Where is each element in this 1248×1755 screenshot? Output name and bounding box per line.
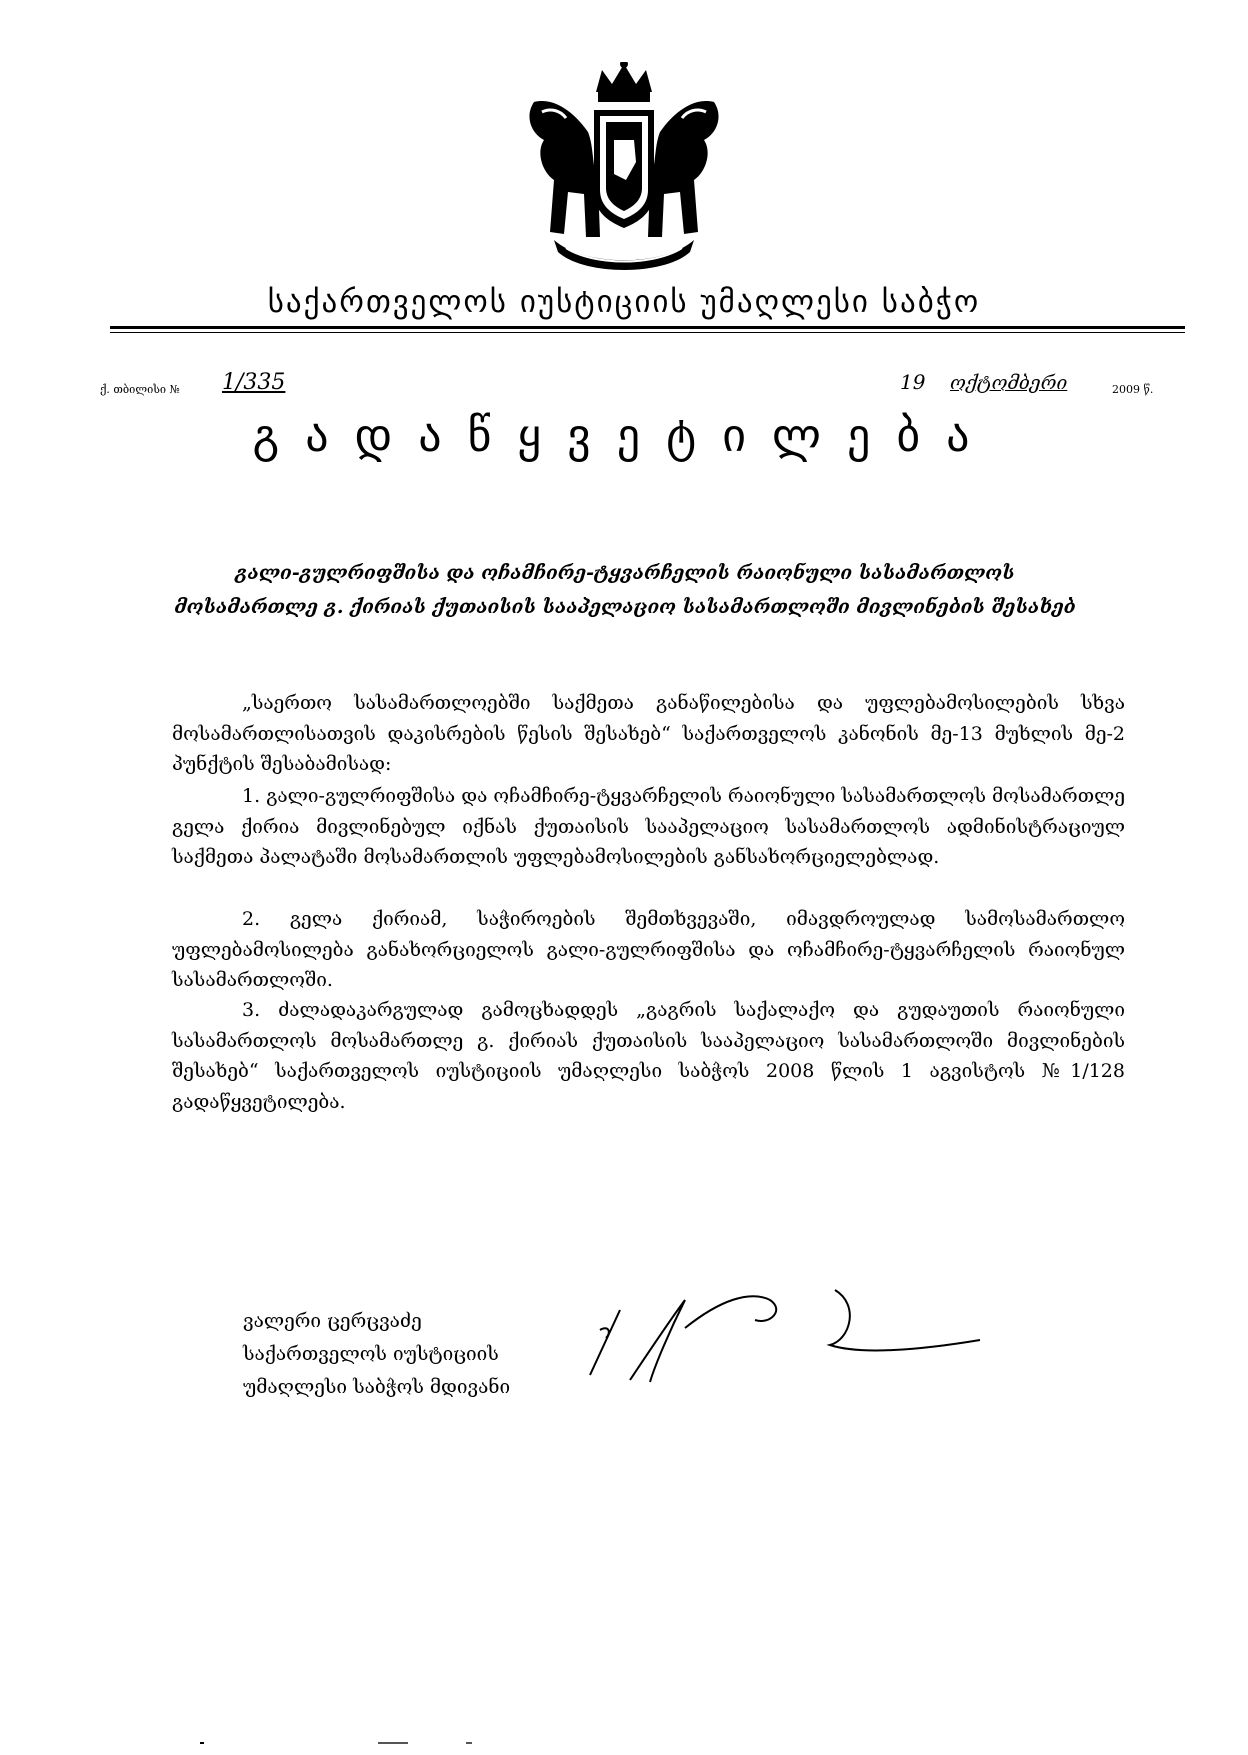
date-month: ოქტომბერი <box>950 372 1068 394</box>
decision-item-text: 2. გელა ქირიამ, საჭიროების შემთხვევაში, იმავდროულად სამოსამართლო უფლებამოსილება განახორციელოს გალი-გულრიფშისა და ოჩამჩირე-ტყვარჩელის რაიონულ სასამართლოში. <box>172 908 1125 991</box>
date-year: 2009 წ. <box>1112 383 1154 396</box>
intro-paragraph <box>172 688 1125 780</box>
signatory-position: უმაღლესი საბჭოს მდივანი <box>243 1376 511 1398</box>
organization-title: საქართველოს იუსტიციის უმაღლესი საბჭო <box>267 284 981 320</box>
decision-item-text: 3. ძალადაკარგულად გამოცხადდეს „გაგრის საქალაქო და გუდაუთის რაიონული სასამართლოს მოსამართლე გ. ქირიას ქუთაისის სააპელაციო სასამართლოში მივლინების შესახებ“ საქართველოს იუსტიციის უმაღლესი საბჭოს 2008 წლის 1 აგვისტოს №1/128 გადაწყვეტილება. <box>172 999 1125 1113</box>
decision-item <box>172 781 1125 873</box>
header-rule-thin <box>110 332 1185 333</box>
document-number-label: ქ. თბილისი № <box>100 383 180 396</box>
document-type-title: გადაწყვეტილება <box>252 408 996 462</box>
intro-text: „საერთო სასამართლოებში საქმეთა განაწილებისა და უფლებამოსილების სხვა მოსამართლისათვის დაკისრების წესის შესახებ“ საქართველოს კანონის მე-13 მუხლის მე-2 პუნქტის შესაბამისად: <box>172 692 1125 775</box>
header-rule-thick <box>110 326 1185 329</box>
signatory-position: საქართველოს იუსტიციის <box>243 1343 499 1365</box>
signatory-name: ვალერი ცერცვაძე <box>243 1310 422 1332</box>
date-day: 19 <box>900 370 926 394</box>
subject-line: გალი-გულრიფშისა და ოჩამჩირე-ტყვარჩელის რაიონული სასამართლოს <box>235 562 1015 584</box>
decision-item <box>172 904 1125 996</box>
document-number: 1/335 <box>222 370 286 395</box>
scan-artifact <box>200 1740 500 1746</box>
subject-line: მოსამართლე გ. ქირიას ქუთაისის სააპელაციო სასამართლოში მივლინების შესახებ <box>174 596 1076 618</box>
decision-item <box>172 995 1125 1117</box>
coat-of-arms-icon <box>514 62 734 272</box>
decision-item-text: 1. გალი-გულრიფშისა და ოჩამჩირე-ტყვარჩელის რაიონული სასამართლოს მოსამართლე გელა ქირია მივლინებულ იქნას ქუთაისის სააპელაციო სასამართლოს ადმინისტრაციულ საქმეთა პალატაში მოსამართლის უფლებამოსილების განსახორციელებლად. <box>172 785 1125 868</box>
signature-icon <box>560 1270 1060 1400</box>
